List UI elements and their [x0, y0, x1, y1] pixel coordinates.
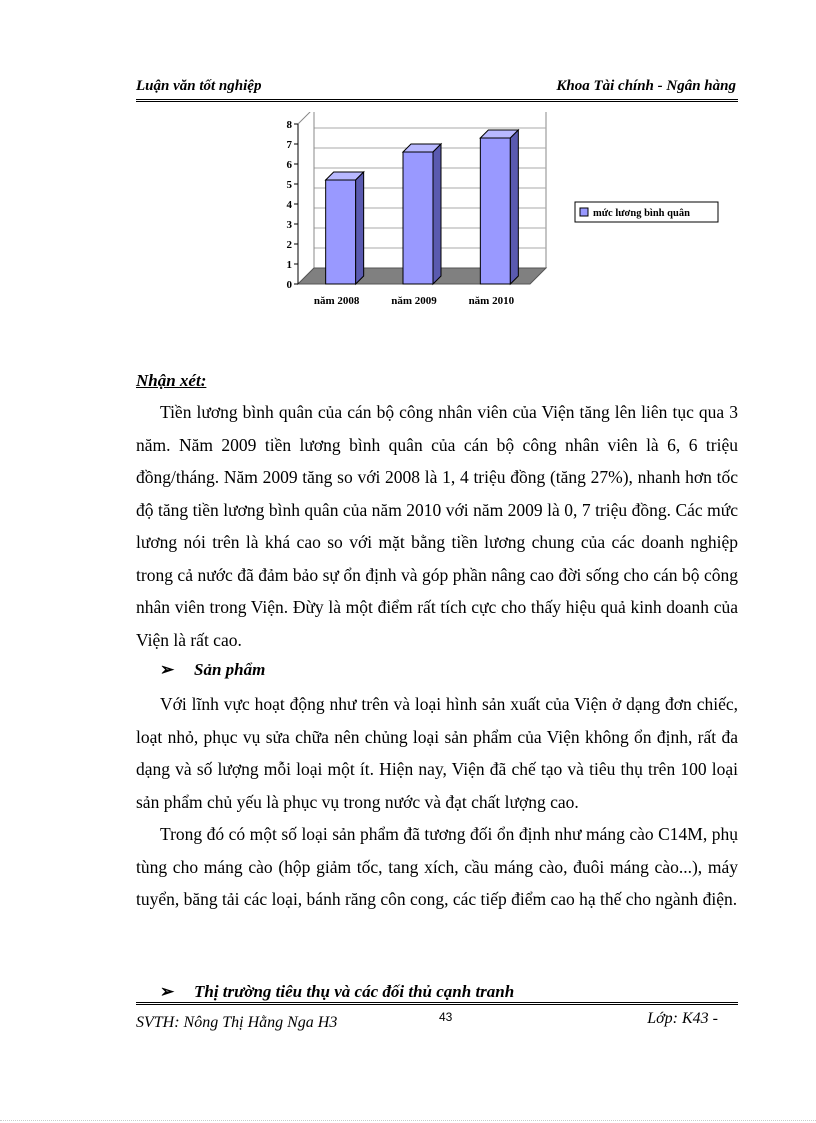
- page-bottom-dotted-border: [0, 1120, 816, 1121]
- y-tick-label: 8: [286, 119, 292, 131]
- arrow-bullet-icon: ➢: [160, 982, 175, 1001]
- bar-side-1: [356, 172, 364, 284]
- legend-label: mức lương bình quân: [593, 208, 690, 219]
- bar-side-2: [433, 144, 441, 284]
- header-right-title: Khoa Tài chính - Ngân hàng: [556, 78, 736, 94]
- y-tick-label: 4: [286, 199, 292, 211]
- bullet-products-label: Sản phẩm: [194, 660, 266, 679]
- y-tick-label: 5: [286, 179, 292, 191]
- products-paragraph-1: Với lĩnh vực hoạt động như trên và loại hình sản xuất của Viện ở dạng đơn chiếc, loạt nhỏ, phục vụ sửa chữa nên chủng loại sản phẩm của Viện không ổn định, rất đa dạng và số lượng mỗi loại một ít. Hiện nay, Viện đã chế tạo và tiêu thụ trên 100 loại sản phẩm chủ yếu là phục vụ trong nước và đạt chất lượng cao.: [136, 694, 738, 812]
- arrow-bullet-icon: ➢: [160, 660, 175, 679]
- page-header: [136, 78, 736, 100]
- header-divider: [136, 99, 738, 102]
- footer-student: SVTH: Nông Thị Hằng Nga H3: [136, 1014, 338, 1031]
- y-tick-label: 2: [286, 239, 292, 251]
- y-tick-label: 6: [286, 159, 292, 171]
- footer-divider: [136, 1002, 738, 1005]
- bullet-market: [160, 982, 514, 1002]
- bullet-market-label: Thị trường tiêu thụ và các đối thủ cạnh tranh: [194, 982, 515, 1001]
- header-left-title: Luận văn tốt nghiệp: [136, 78, 262, 94]
- remarks-paragraph: Tiền lương bình quân của cán bộ công nhân viên của Viện tăng lên liên tục qua 3 năm. Năm 2009 tiền lương bình quân của cán bộ công nhân viên là 6, 6 triệu đồng/tháng. Năm 2009 tăng so với 2008 là 1, 4 triệu đồng (tăng 27%), nhanh hơn tốc độ tăng tiền lương bình quân của năm 2010 với năm 2009 là 0, 7 triệu đồng. Các mức lương nói trên là khá cao so với mặt bằng tiền lương chung của các doanh nghiệp trong cả nước đã đảm bảo sự ổn định và góp phần nâng cao đời sống cho cán bộ công nhân viên trong Viện. Đừy là một điểm rất tích cực cho thấy hiệu quả kinh doanh của Viện là rất cao.: [136, 402, 738, 650]
- chart-side-wall: [298, 112, 314, 284]
- remarks-text-block: [136, 396, 738, 656]
- y-tick-label: 3: [286, 219, 292, 231]
- x-tick-label: năm 2008: [313, 295, 360, 307]
- y-tick-label: 0: [286, 279, 292, 291]
- y-tick-label: 7: [286, 139, 292, 151]
- section-heading-remarks: Nhận xét:: [136, 371, 207, 390]
- legend-swatch: [580, 208, 588, 216]
- x-tick-label: năm 2010: [468, 295, 515, 307]
- footer-class: Lớp: K43 -: [647, 1010, 718, 1027]
- bar-3: [480, 138, 510, 284]
- footer-page-number: 43: [439, 1010, 453, 1024]
- products-paragraph-2: Trong đó có một số loại sản phẩm đã tương đối ổn định như máng cào C14M, phụ tùng cho máng cào (hộp giảm tốc, tang xích, cầu máng cào, đuôi máng cào...), máy tuyển, băng tải các loại, bánh răng côn cong, các tiếp điểm cao hạ thế cho ngành điện.: [136, 824, 738, 909]
- salary-bar-chart: [280, 112, 725, 312]
- products-text-block: [136, 688, 738, 916]
- bar-1: [326, 180, 356, 284]
- bullet-products: [160, 660, 265, 680]
- x-tick-label: năm 2009: [391, 295, 437, 307]
- bar-2: [403, 152, 433, 284]
- y-tick-label: 1: [286, 259, 292, 271]
- bar-side-3: [510, 130, 518, 284]
